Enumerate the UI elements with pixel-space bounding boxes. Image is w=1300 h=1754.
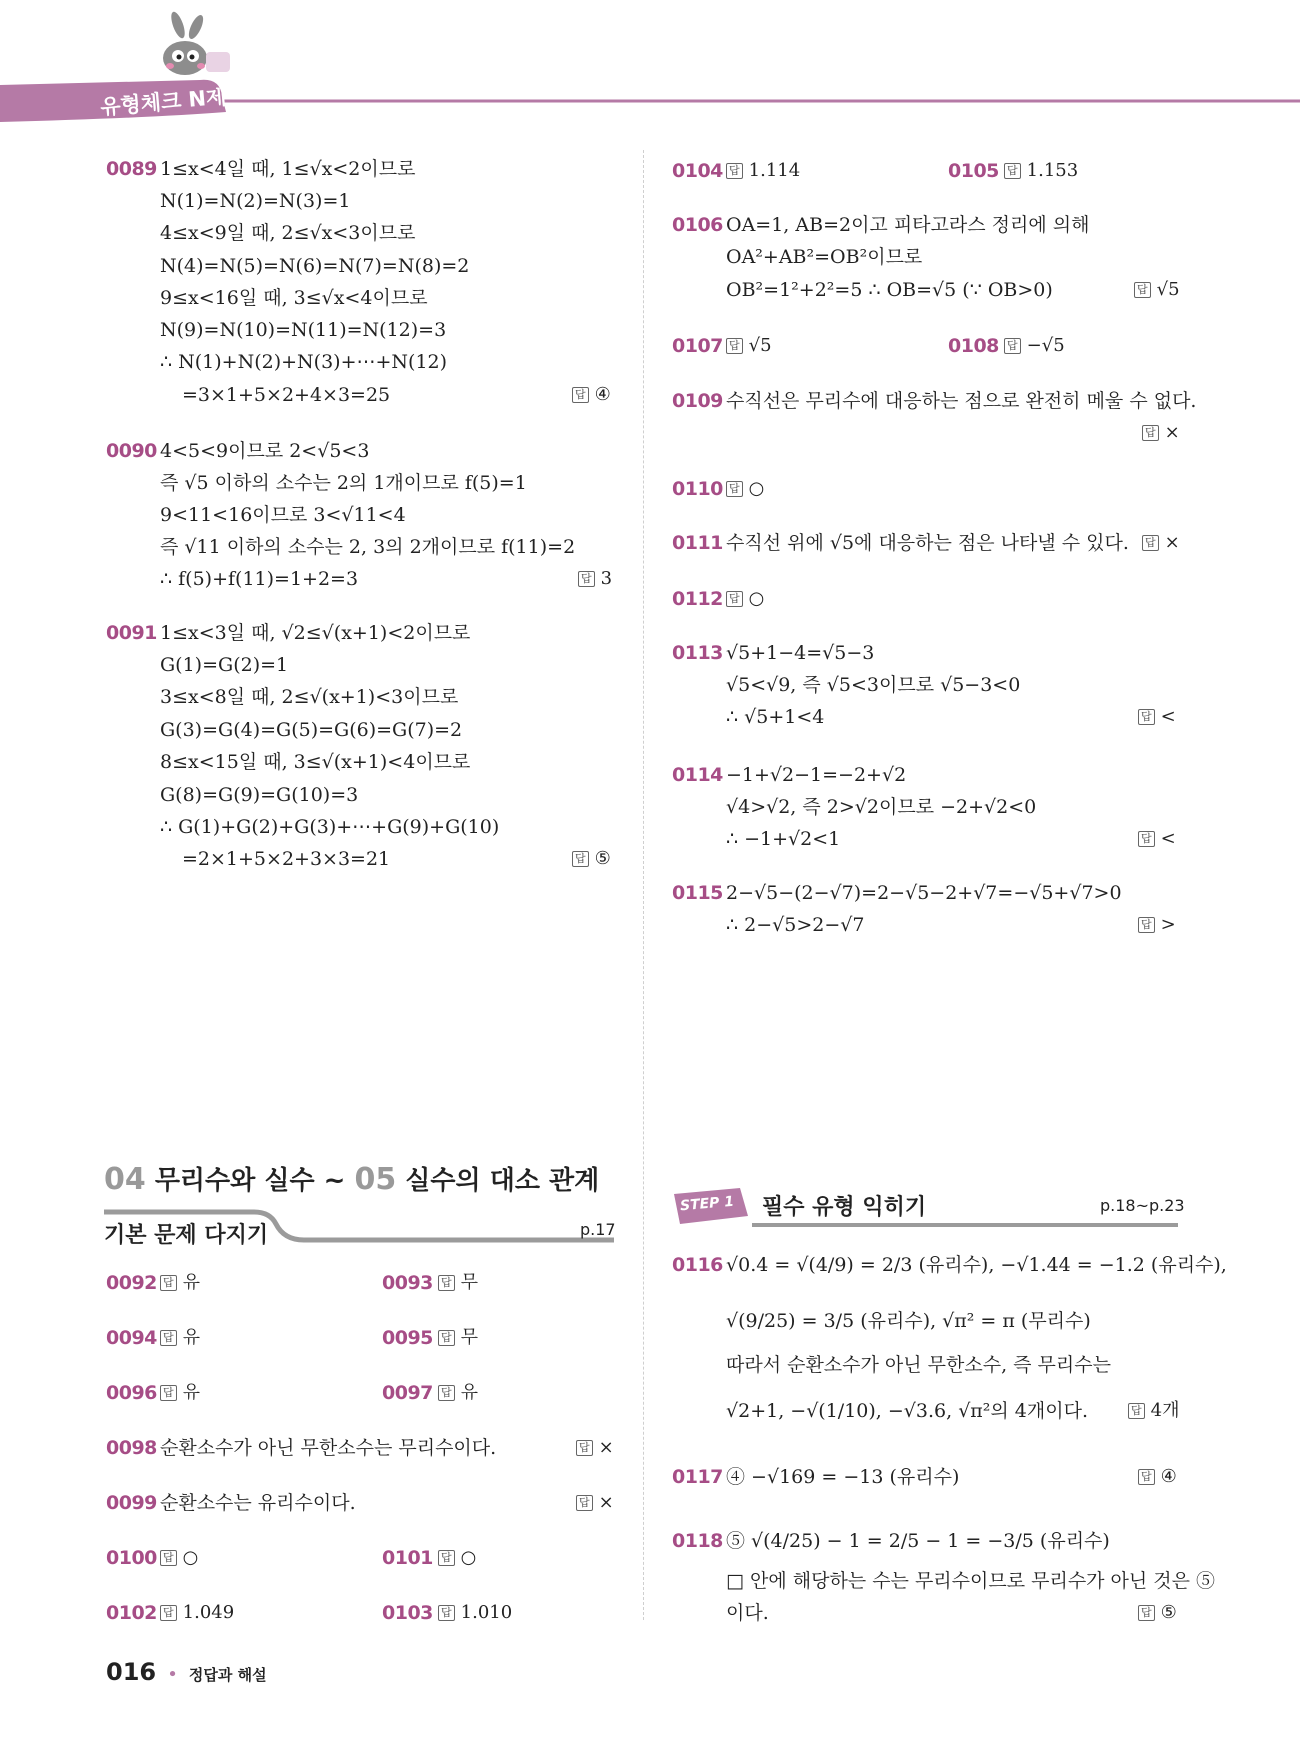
- problem-number: 0108: [948, 335, 999, 357]
- basic-page-ref: p.17: [580, 1220, 616, 1239]
- solution-line: 순환소수는 유리수이다.: [160, 1492, 356, 1514]
- solution-line: √4>√2, 즉 2>√2이므로 −2+√2<0: [726, 796, 1037, 818]
- problem-number: 0113: [672, 642, 723, 664]
- problem-number: 0096: [106, 1382, 157, 1404]
- answer-tag: 답: [1138, 831, 1155, 847]
- answer: 답 유: [160, 1270, 200, 1296]
- solution-line: N(9)=N(10)=N(11)=N(12)=3: [160, 319, 447, 341]
- solution-line: 3≤x<8일 때, 2≤√(x+1)<3이므로: [160, 686, 459, 708]
- solution-line: √0.4̇ = √(4/9) = 2/3 (유리수), −√1.44 = −1.2 (유리수),: [726, 1254, 1227, 1276]
- problem-number: 0118: [672, 1530, 723, 1552]
- answer: 답 ○: [726, 476, 764, 502]
- answer: 답 무: [438, 1325, 478, 1351]
- solution-line: G(8)=G(9)=G(10)=3: [160, 784, 359, 806]
- step-badge: STEP 1: [679, 1193, 735, 1215]
- answer-tag: 답: [1138, 709, 1155, 725]
- problem-number: 0114: [672, 764, 723, 786]
- problem-number: 0101: [382, 1547, 433, 1569]
- answer: 답 1.010: [438, 1600, 512, 1626]
- answer: 답 ×: [1142, 530, 1180, 556]
- problem-number: 0106: [672, 214, 723, 236]
- problem-number: 0094: [106, 1327, 157, 1349]
- problem-number: 0107: [672, 335, 723, 357]
- answer-tag: 답: [572, 851, 589, 867]
- answer-tag: 답: [576, 1440, 593, 1456]
- solution-line: ∴ G(1)+G(2)+G(3)+⋯+G(9)+G(10): [160, 816, 500, 838]
- answer-tag: 답: [1138, 917, 1155, 933]
- answer-tag: 답: [1004, 338, 1021, 354]
- problem-number: 0090: [106, 440, 157, 462]
- answer: 답 <: [1138, 826, 1176, 852]
- answer-tag: 답: [1134, 282, 1151, 298]
- solution-line: 8≤x<15일 때, 3≤√(x+1)<4이므로: [160, 751, 471, 773]
- answer: 답 ○: [438, 1545, 476, 1571]
- answer: 답 −√5: [1004, 333, 1065, 359]
- problem-number: 0112: [672, 588, 723, 610]
- step-title: 필수 유형 익히기: [762, 1195, 927, 1220]
- solution-line: G(1)=G(2)=1: [160, 654, 289, 676]
- answer: 답 ×: [576, 1435, 614, 1461]
- problem-number: 0116: [672, 1254, 723, 1276]
- answer-tag: 답: [576, 1495, 593, 1511]
- answer: 답 ④: [1138, 1464, 1177, 1490]
- answer: 답 ⑤: [572, 846, 611, 872]
- answer-tag: 답: [160, 1550, 177, 1566]
- footer-bullet: •: [167, 1664, 178, 1685]
- solution-line: 9≤x<16일 때, 3≤√x<4이므로: [160, 287, 428, 309]
- column-divider: [643, 150, 644, 1620]
- problem-number: 0110: [672, 478, 723, 500]
- answer: 답 √5: [726, 333, 772, 359]
- answer-tag: 답: [1128, 1403, 1145, 1419]
- problem-number: 0104: [672, 160, 723, 182]
- solution-line: ∴ −1+√2<1: [726, 828, 841, 850]
- solution-line: 1≤x<4일 때, 1≤√x<2이므로: [160, 158, 416, 180]
- answer: 답 1.153: [1004, 158, 1078, 184]
- answer: 답 ×: [576, 1490, 614, 1516]
- problem-number: 0105: [948, 160, 999, 182]
- answer: 답 1.114: [726, 158, 800, 184]
- answer: 답 ④: [572, 382, 611, 408]
- solution-line: 9<11<16이므로 3<√11<4: [160, 504, 406, 526]
- answer-tag: 답: [160, 1605, 177, 1621]
- problem-number: 0102: [106, 1602, 157, 1624]
- answer-tag: 답: [1142, 535, 1159, 551]
- answer: 답 √5: [1134, 277, 1180, 303]
- answer-tag: 답: [572, 387, 589, 403]
- answer-tag: 답: [726, 481, 743, 497]
- answer: 답 유: [438, 1380, 478, 1406]
- step-page-ref: p.18~p.23: [1100, 1196, 1185, 1215]
- answer-tag: 답: [726, 338, 743, 354]
- answer: 답 ○: [726, 586, 764, 612]
- answer-tag: 답: [726, 591, 743, 607]
- answer-tag: 답: [160, 1275, 177, 1291]
- problem-number: 0098: [106, 1437, 157, 1459]
- problem-number: 0115: [672, 882, 723, 904]
- problem-number: 0093: [382, 1272, 433, 1294]
- solution-line: 수직선 위에 √5에 대응하는 점은 나타낼 수 있다.: [726, 532, 1129, 554]
- solution-line: N(1)=N(2)=N(3)=1: [160, 190, 351, 212]
- answer: 답 ⑤: [1138, 1600, 1177, 1626]
- answer: 답 무: [438, 1270, 478, 1296]
- solution-line: −1+√2−1=−2+√2: [726, 764, 907, 786]
- answer-tag: 답: [160, 1385, 177, 1401]
- solution-line: 1≤x<3일 때, √2≤√(x+1)<2이므로: [160, 622, 471, 644]
- solution-line: OA²+AB²=OB²이므로: [726, 246, 923, 268]
- mascot-icon: [163, 10, 207, 75]
- answer-tag: 답: [1004, 163, 1021, 179]
- problem-number: 0100: [106, 1547, 157, 1569]
- answer-tag: 답: [1138, 1605, 1155, 1621]
- problem-number: 0095: [382, 1327, 433, 1349]
- solution-line: =3×1+5×2+4×3=25: [182, 384, 391, 406]
- solution-line: ∴ √5+1<4: [726, 706, 825, 728]
- solution-line: ∴ 2−√5>2−√7: [726, 914, 865, 936]
- header-tab-label: 유형체크 N제: [99, 84, 228, 120]
- answer: 답 ×: [1142, 420, 1180, 446]
- solution-line: √(9/25) = 3/5 (유리수), √π² = π (무리수): [726, 1310, 1091, 1332]
- answer: 답 >: [1138, 912, 1176, 938]
- answer-tag: 답: [1138, 1469, 1155, 1485]
- solution-line: 4<5<9이므로 2<√5<3: [160, 440, 370, 462]
- answer-tag: 답: [1142, 425, 1159, 441]
- solution-line: 수직선은 무리수에 대응하는 점으로 완전히 메울 수 없다.: [726, 390, 1197, 412]
- problem-number: 0089: [106, 158, 157, 180]
- solution-line: 따라서 순환소수가 아닌 무한소수, 즉 무리수는: [726, 1354, 1111, 1376]
- solution-line: √2+1, −√(1/10), −√3.6, √π²의 4개이다.: [726, 1400, 1088, 1422]
- solution-line: 즉 √5 이하의 소수는 2의 1개이므로 f(5)=1: [160, 472, 527, 494]
- solution-line: ⑤ √(4/25) − 1 = 2/5 − 1 = −3/5 (유리수): [726, 1530, 1110, 1552]
- answer-tag: 답: [726, 163, 743, 179]
- solution-line: OA=1, AB=2이고 피타고라스 정리에 의해: [726, 214, 1090, 236]
- solution-line: 즉 √11 이하의 소수는 2, 3의 2개이므로 f(11)=2: [160, 536, 576, 558]
- problem-number: 0097: [382, 1382, 433, 1404]
- basic-title: 기본 문제 다지기: [104, 1223, 269, 1248]
- footer-label: 정답과 해설: [188, 1666, 267, 1684]
- section-title: 04 무리수와 실수 ~ 05 실수의 대소 관계: [104, 1162, 600, 1197]
- problem-number: 0117: [672, 1466, 723, 1488]
- answer-tag: 답: [160, 1330, 177, 1346]
- page-number: 016: [106, 1658, 157, 1686]
- solution-line: 4≤x<9일 때, 2≤√x<3이므로: [160, 222, 416, 244]
- answer: 답 <: [1138, 704, 1176, 730]
- answer-tag: 답: [438, 1385, 455, 1401]
- problem-number: 0103: [382, 1602, 433, 1624]
- problem-number: 0092: [106, 1272, 157, 1294]
- solution-line: √5<√9, 즉 √5<3이므로 √5−3<0: [726, 674, 1021, 696]
- answer: 답 1.049: [160, 1600, 234, 1626]
- problem-number: 0111: [672, 532, 723, 554]
- answer-tag: 답: [438, 1275, 455, 1291]
- solution-line: N(4)=N(5)=N(6)=N(7)=N(8)=2: [160, 255, 470, 277]
- answer-tag: 답: [438, 1605, 455, 1621]
- solution-line: 순환소수가 아닌 무한소수는 무리수이다.: [160, 1437, 497, 1459]
- problem-number: 0091: [106, 622, 157, 644]
- answer: 답 유: [160, 1325, 200, 1351]
- answer: 답 4개: [1128, 1398, 1179, 1424]
- problem-number: 0109: [672, 390, 723, 412]
- solution-line: 2−√5−(2−√7)=2−√5−2+√7=−√5+√7>0: [726, 882, 1122, 904]
- answer-tag: 답: [578, 571, 595, 587]
- solution-line: 이다.: [726, 1602, 769, 1624]
- answer: 답 유: [160, 1380, 200, 1406]
- answer-tag: 답: [438, 1550, 455, 1566]
- problem-number: 0099: [106, 1492, 157, 1514]
- solution-line: ∴ N(1)+N(2)+N(3)+⋯+N(12): [160, 351, 448, 373]
- solution-line: OB²=1²+2²=5 ∴ OB=√5 (∵ OB>0): [726, 279, 1053, 301]
- answer: 답 3: [578, 566, 612, 592]
- solution-line: ∴ f(5)+f(11)=1+2=3: [160, 568, 359, 590]
- answer: 답 ○: [160, 1545, 198, 1571]
- solution-line: √5+1−4=√5−3: [726, 642, 875, 664]
- footer: [106, 1658, 267, 1686]
- solution-line: □ 안에 해당하는 수는 무리수이므로 무리수가 아닌 것은 ⑤: [726, 1570, 1216, 1592]
- solution-line: ④ −√169 = −13 (유리수): [726, 1466, 960, 1488]
- solution-line: =2×1+5×2+3×3=21: [182, 848, 391, 870]
- solution-line: G(3)=G(4)=G(5)=G(6)=G(7)=2: [160, 719, 463, 741]
- answer-tag: 답: [438, 1330, 455, 1346]
